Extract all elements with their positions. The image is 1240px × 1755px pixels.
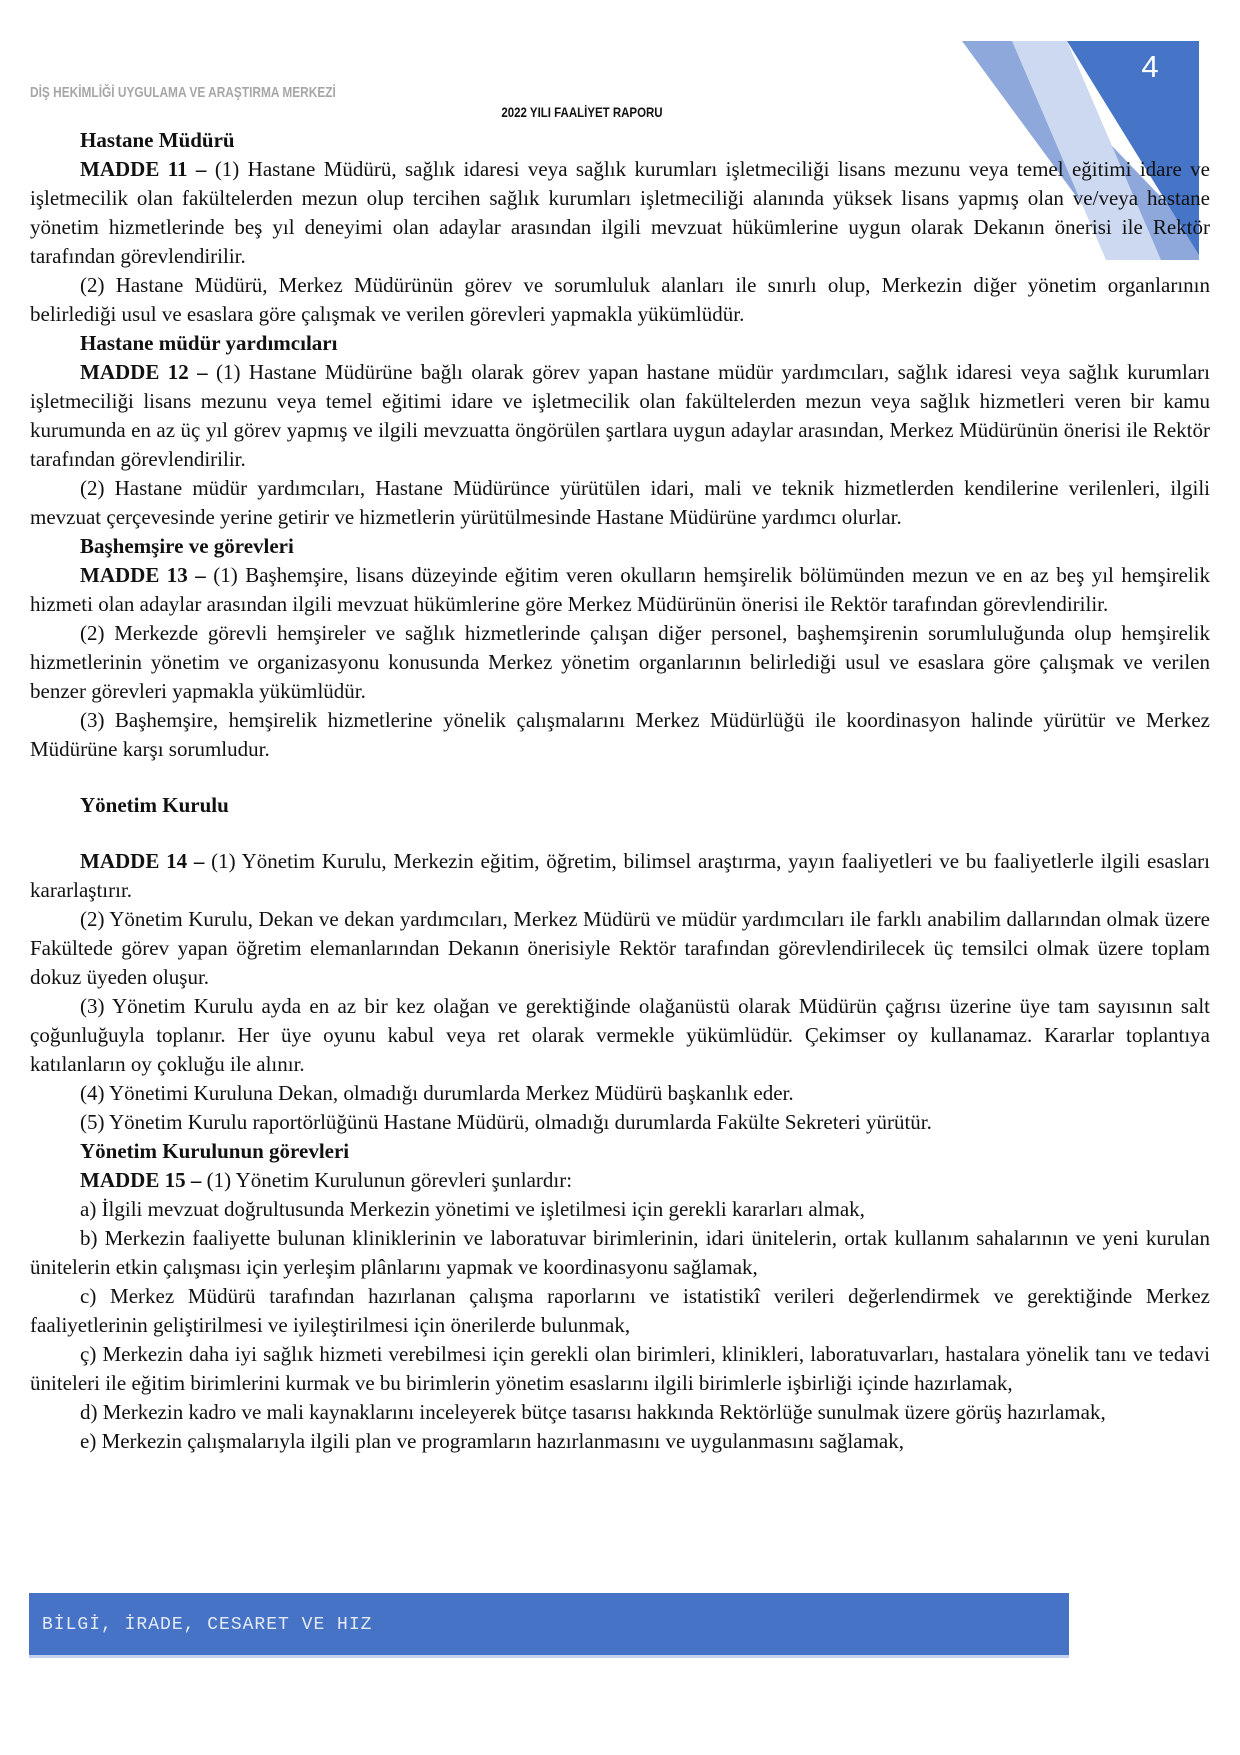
body-paragraph: c) Merkez Müdürü tarafından hazırlanan çalışma raporlarını ve istatistikî verileri değerlendirmek ve gerektiğinde Merkez faaliyetlerinin geliştirilmesi ve iyileştirilmesi için önerilerde bulunmak, (30, 1284, 1210, 1337)
document-body (30, 126, 1210, 1456)
header-unit-name: DİŞ HEKİMLİĞİ UYGULAMA VE ARAŞTIRMA MERKEZİ (30, 85, 336, 101)
page-number: 4 (1141, 49, 1159, 84)
body-paragraph: (2) Hastane müdür yardımcıları, Hastane Müdürünce yürütülen idari, mali ve teknik hizmetlerden kendilerine verilenleri, ilgili mevzuat çerçevesinde yerine getirir ve hizmetlerin yürütülmesinde Hastane Müdürüne yardımcı olurlar. (30, 476, 1210, 529)
body-paragraph: ç) Merkezin daha iyi sağlık hizmeti verebilmesi için gerekli olan birimleri, klinikleri, laboratuvarları, hastalara yönelik tanı ve tedavi üniteleri ile eğitim birimlerini kurmak ve bu birimlerin yönetim esaslarını ilgili birimlerle işbirliği içinde hazırlamak, (30, 1342, 1210, 1395)
body-paragraph: e) Merkezin çalışmalarıyla ilgili plan ve programların hazırlanmasını ve uygulanmasını sağlamak, (80, 1429, 904, 1453)
body-paragraph: MADDE 15 – (1) Yönetim Kurulunun görevleri şunlardır: (80, 1168, 573, 1192)
section-heading: Başhemşire ve görevleri (80, 534, 294, 558)
body-paragraph: (2) Yönetim Kurulu, Dekan ve dekan yardımcıları, Merkez Müdürü ve müdür yardımcıları ile farklı anabilim dallarından olmak üzere Fakültede görev yapan öğretim elemanlarından Dekanın önerisiyle Rektör tarafından görevlendirilecek üç temsilci olmak üzere toplam dokuz üyeden oluşur. (30, 907, 1210, 989)
madde-label: MADDE 13 – (80, 563, 214, 587)
body-paragraph: (4) Yönetimi Kuruluna Dekan, olmadığı durumlarda Merkez Müdürü başkanlık eder. (80, 1081, 794, 1105)
body-paragraph: d) Merkezin kadro ve mali kaynaklarını inceleyerek bütçe tasarısı hakkında Rektörlüğe sunulmak üzere görüş hazırlamak, (80, 1400, 1106, 1424)
section-heading: Hastane müdür yardımcıları (80, 331, 338, 355)
footer-bar (29, 1593, 1069, 1658)
madde-label: MADDE 12 – (80, 360, 217, 384)
body-paragraph: (2) Hastane Müdürü, Merkez Müdürünün görev ve sorumluluk alanları ile sınırlı olup, Merkezin diğer yönetim organlarının belirlediği usul ve esaslara göre çalışmak ve verilen görevleri yapmakla yükümlüdür. (30, 273, 1210, 326)
section-heading: Hastane Müdürü (80, 128, 235, 152)
footer-motto: BİLGİ, İRADE, CESARET VE HIZ (42, 1615, 373, 1635)
body-paragraph: a) İlgili mevzuat doğrultusunda Merkezin yönetimi ve işletilmesi için gerekli kararları almak, (80, 1197, 865, 1221)
madde-label: MADDE 15 – (80, 1168, 207, 1192)
body-paragraph: (2) Merkezde görevli hemşireler ve sağlık hizmetlerinde çalışan diğer personel, başhemşirenin sorumluluğunda olup hemşirelik hizmetlerinin yönetim ve organizasyonu konusunda Merkez yönetim organlarının belirlediği usul ve esaslara göre çalışmak ve verilen benzer görevleri yapmakla yükümlüdür. (30, 621, 1210, 703)
madde-label: MADDE 11 – (80, 157, 215, 181)
body-paragraph: (3) Yönetim Kurulu ayda en az bir kez olağan ve gerektiğinde olağanüstü olarak Müdürün çağrısı üzerine üye tam sayısının salt çoğunluğuyla toplanır. Her üye oyunu kabul veya ret olarak vermekle yükümlüdür. Çekimser oy kullanamaz. Kararlar toplantıya katılanların oy çokluğu ile alınır. (30, 994, 1210, 1076)
body-paragraph: MADDE 13 – (1) Başhemşire, lisans düzeyinde eğitim veren okulların hemşirelik bölümünden mezun ve en az beş yıl hemşirelik hizmeti olan adaylar arasından ilgili mevzuat hükümlerine göre Merkez Müdürünün önerisi ile Rektör tarafından görevlendirilir. (30, 563, 1211, 616)
body-paragraph: MADDE 14 – (1) Yönetim Kurulu, Merkezin eğitim, öğretim, bilimsel araştırma, yayın faaliyetleri ve bu faaliyetlerle ilgili esasları kararlaştırır. (30, 849, 1210, 902)
section-heading: Yönetim Kurulunun görevleri (80, 1139, 350, 1163)
body-paragraph: (5) Yönetim Kurulu raportörlüğünü Hastane Müdürü, olmadığı durumlarda Fakülte Sekreteri yürütür. (80, 1110, 932, 1134)
body-paragraph: b) Merkezin faaliyette bulunan kliniklerinin ve laboratuvar birimlerinin, idari ünitelerin, ortak kullanım sahalarının ve yeni kurulan ünitelerin etkin çalışması için yerleşim plânlarını yapmak ve koordinasyonu sağlamak, (30, 1226, 1210, 1279)
section-heading: Yönetim Kurulu (80, 793, 229, 817)
header-report-title: 2022 YILI FAALİYET RAPORU (501, 104, 663, 120)
madde-label: MADDE 14 – (80, 849, 212, 873)
body-paragraph: MADDE 12 – (1) Hastane Müdürüne bağlı olarak görev yapan hastane müdür yardımcıları, sağlık idaresi veya sağlık kurumları işletmeciliği lisans mezunu veya temel eğitimi idare ve işletmecilik olan fakültelerden mezun veya sağlık hizmetleri veren bir kamu kurumunda en az üç yıl görev yapmış ve ilgili mevzuatta öngörülen şartlara uygun adaylar arasından, Merkez Müdürünün önerisi ile Rektör tarafından görevlendirilir. (30, 360, 1210, 471)
body-paragraph: MADDE 11 – (1) Hastane Müdürü, sağlık idaresi veya sağlık kurumları işletmeciliği lisans mezunu veya temel eğitimi idare ve işletmecilik olan fakültelerden mezun olup tercihen sağlık kurumları işletmeciliği alanında yüksek lisans yapmış olan ve/veya hastane yönetim hizmetlerinde beş yıl deneyimi olan adaylar arasından ilgili mevzuat hükümlerine uygun olarak Dekanın önerisi ile Rektör tarafından görevlendirilir. (30, 157, 1210, 268)
body-paragraph: (3) Başhemşire, hemşirelik hizmetlerine yönelik çalışmalarını Merkez Müdürlüğü ile koordinasyon halinde yürütür ve Merkez Müdürüne karşı sorumludur. (30, 708, 1210, 761)
